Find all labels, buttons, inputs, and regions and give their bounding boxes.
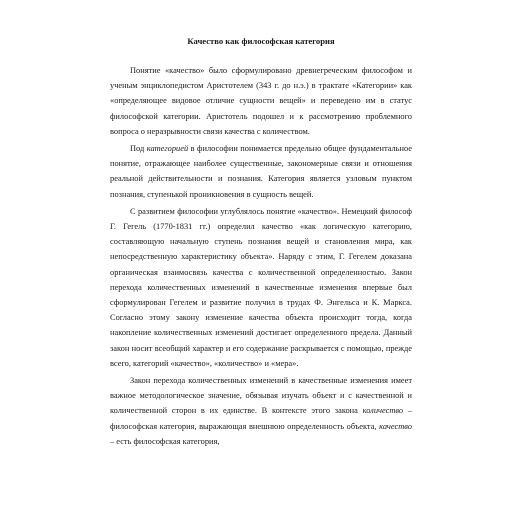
paragraph-text: в философии понимается предельно общее фундаментальное понятие, отражающее наиболее существенные, закономерные связи и отношения реальной действительности и познания. Категория является узловым пунктом познания, ступенькой проникновения в сущность вещей. bbox=[110, 144, 412, 199]
paragraph-2 bbox=[110, 141, 412, 202]
paragraph-text: С развитием философии углублялось понятие «качество». Немецкий философ Г. Гегель (1770-1831 гг.) определил качество «как логическую категорию, составляющую начальную ступень познания вещей и становления мира, как непосредственную характеристику объекта». Наряду с этим, Г. Гегелем доказана органическая взаимосвязь качества с количественной определенностью. Закон перехода количественных изменений в качественные изменения впервые был сформулирован Гегелем и развитие получил в трудах Ф. Энгельса и К. Маркса. Согласно этому закону изменение качества объекта происходит тогда, когда накопление количественных изменений достигает определенного предела. Данный закон носит всеобщий характер и его содержание раскрывается с помощью, прежде всего, категорий «качество», «количество» и «мера». bbox=[110, 206, 412, 368]
paragraph-text: – есть философская категория, bbox=[110, 436, 220, 446]
paragraph-text: – философская категория, выражающая внешнюю определенность объекта, bbox=[110, 406, 413, 431]
paragraph-text: Закон перехода количественных изменений в качественные изменения имеет важное методологическое значение, обязывая изучать объект и с качественной и количественной сторон в их единстве. В контексте этого закона bbox=[110, 376, 412, 416]
italic-term: качество bbox=[379, 421, 412, 431]
document-title: Качество как философская категория bbox=[187, 36, 335, 46]
paragraph-1 bbox=[110, 63, 412, 139]
paragraph-4 bbox=[110, 373, 412, 449]
document-body bbox=[110, 63, 412, 449]
italic-term: количество bbox=[362, 406, 404, 416]
paragraph-text: Понятие «качество» было сформулировано древнегреческим философом и ученым энциклопедистом Аристотелем (343 г. до н.э.) в трактате «Категории» как «определяющее видовое отличие сущности вещей» и переведено им в статус философской категории. Аристотель подошел и к рассмотрению проблемного вопроса о неразрывности связи качества с количеством. bbox=[110, 66, 412, 136]
italic-term: категорией bbox=[146, 144, 189, 154]
paragraph-3 bbox=[110, 204, 412, 371]
paragraph-text: Под bbox=[130, 144, 147, 154]
